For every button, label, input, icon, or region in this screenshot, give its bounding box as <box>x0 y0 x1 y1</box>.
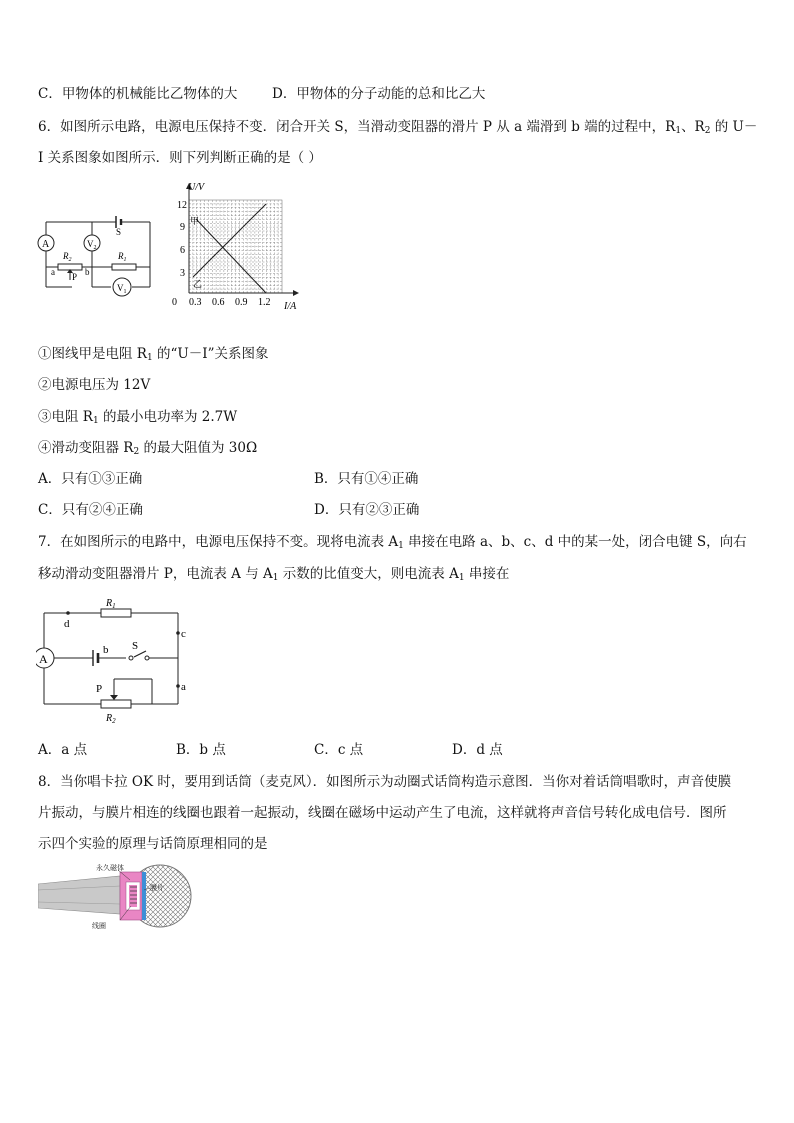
q7-stem-line1: 7．在如图所示的电路中，电源电压保持不变。现将电流表 $A_1$ 串接在电路 a、b、c、d 中的某一处，闭合电键 S，向右 <box>38 534 747 551</box>
q8-stem-line3: 示四个实验的原理与话筒原理相同的是 <box>38 836 268 852</box>
q6-label-ammeter: A <box>42 239 50 250</box>
q6-option-b[interactable]: B．只有①④正确 <box>314 471 419 487</box>
q8-label-diaphragm: 膜片 <box>150 884 164 892</box>
q7-resistor-r2 <box>101 700 131 708</box>
q6-label-s: S <box>116 227 122 237</box>
q7-label-ammeter: A <box>39 652 48 666</box>
q8-label-magnet: 永久磁体 <box>96 864 124 872</box>
q5-option-c: C．甲物体的机械能比乙物体的大 <box>38 86 238 102</box>
q6-x-tick-03: 0.3 <box>189 297 202 308</box>
q6-option-c[interactable]: C．只有②④正确 <box>38 502 143 518</box>
q7-label-a: a <box>181 681 186 693</box>
q6-label-b: b <box>85 267 90 277</box>
q8-diaphragm <box>142 872 146 920</box>
q6-x-tick-12: 1.2 <box>258 297 271 308</box>
q7-label-r1: $R_1$ <box>106 598 116 610</box>
q6-option-a[interactable]: A．只有①③正确 <box>38 471 143 487</box>
q8-stem-line2: 片振动，与膜片相连的线圈也跟着一起振动，线圈在磁场中运动产生了电流，这样就将声音信号转化成电信号．图所 <box>38 805 727 821</box>
q6-y-tick-12: 12 <box>177 200 187 211</box>
q6-line-label-jia: 甲 <box>190 216 200 226</box>
q6-circuit-diagram <box>32 210 162 305</box>
q8-stem-line1: 8．当你唱卡拉 OK 时，要用到话筒（麦克风）．如图所示为动圈式话筒构造示意图．当你对着话筒唱歌时，声音使膜 <box>38 774 732 790</box>
q6-statement-4: ④滑动变阻器 $R_2$ 的最大阻值为 30Ω <box>38 440 258 457</box>
q6-y-tick-6: 6 <box>180 245 185 256</box>
q7-circuit-diagram <box>36 595 196 727</box>
q6-x-tick-06: 0.6 <box>212 297 225 308</box>
q7-label-d: d <box>64 618 70 630</box>
q6-statement-3: ③电阻 $R_1$ 的最小电功率为 2.7W <box>38 409 238 426</box>
q6-ui-graph <box>168 178 308 313</box>
q7-label-b: b <box>103 644 109 656</box>
q7-label-r2: $R_2$ <box>106 713 116 725</box>
q7-resistor-r1 <box>101 609 131 617</box>
q6-x-tick-0: 0 <box>172 297 177 308</box>
q7-option-d[interactable]: D．d 点 <box>452 742 503 758</box>
q7-stem-line2: 移动滑动变阻器滑片 P，电流表 A 与 $A_1$ 示数的比值变大，则电流表 $A_1$ 串接在 <box>38 566 510 583</box>
q6-resistor-r1 <box>112 264 136 270</box>
q7-label-p: P <box>96 683 103 695</box>
q6-label-r2: $R_2$ <box>63 251 72 263</box>
q7-label-c: c <box>181 628 186 640</box>
q6-label-a: a <box>51 267 55 277</box>
q6-x-axis-label: I/A <box>284 301 297 312</box>
q7-option-b[interactable]: B．b 点 <box>176 742 226 758</box>
q6-y-tick-3: 3 <box>180 268 185 279</box>
q8-label-coil: 线圈 <box>92 922 106 930</box>
q6-label-v2: $V_2$ <box>87 239 97 251</box>
q6-label-v1: $V_1$ <box>117 283 127 295</box>
q8-mic-handle <box>38 876 120 914</box>
q6-stem-line2: I 关系图象如图所示．则下列判断正确的是（ ） <box>38 150 322 166</box>
q6-x-tick-09: 0.9 <box>235 297 248 308</box>
q8-microphone-diagram <box>38 862 193 932</box>
q6-statement-2: ②电源电压为 12V <box>38 377 151 393</box>
q7-label-s: S <box>132 640 139 652</box>
q6-line-label-yi: 乙 <box>193 279 203 289</box>
q5-option-d: D．甲物体的分子动能的总和比乙大 <box>272 86 486 102</box>
q6-statement-1: ①图线甲是电阻 $R_1$ 的“U－I”关系图象 <box>38 346 269 363</box>
q6-y-axis-label: U/V <box>188 182 205 193</box>
q7-option-a[interactable]: A．a 点 <box>38 742 88 758</box>
q6-option-d[interactable]: D．只有②③正确 <box>314 502 420 518</box>
q6-label-r1: $R_1$ <box>118 251 127 263</box>
q6-stem-line1: 6．如图所示电路，电源电压保持不变．闭合开关 S，当滑动变阻器的滑片 P 从 a 端滑到 b 端的过程中，$R_1$、$R_2$ 的 U－ <box>38 119 758 136</box>
q7-option-c[interactable]: C．c 点 <box>314 742 364 758</box>
q6-label-p: P <box>72 272 78 282</box>
q6-y-tick-9: 9 <box>180 222 185 233</box>
